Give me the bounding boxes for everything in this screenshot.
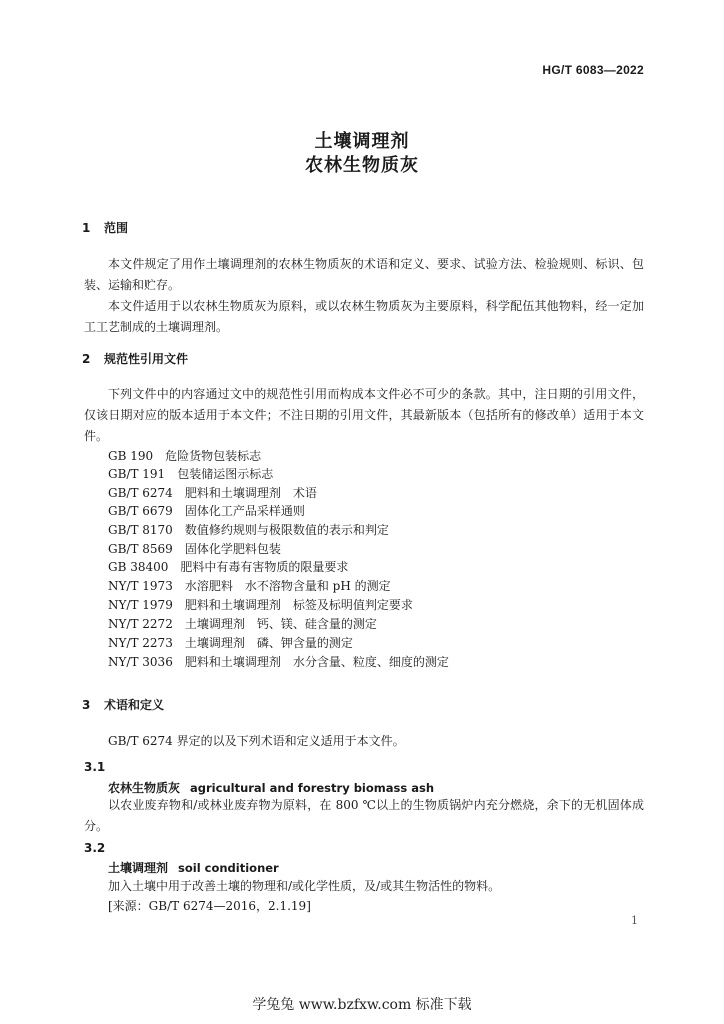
reference-item bbox=[108, 634, 353, 652]
reference-code: NY/T 2273 bbox=[108, 636, 173, 650]
footer-watermark: 学兔兔 www.bzfxw.com 标准下载 bbox=[252, 997, 472, 1013]
term-definition: 加入土壤中用于改善土壤的物理和/或化学性质，及/或其生物活性的物料。 bbox=[108, 879, 501, 893]
page-number: 1 bbox=[631, 914, 638, 927]
reference-item bbox=[108, 596, 413, 614]
reference-code: GB 190 bbox=[108, 449, 154, 463]
reference-title: 包装储运图示标志 bbox=[177, 467, 274, 481]
reference-code: NY/T 2272 bbox=[108, 617, 173, 631]
reference-item bbox=[108, 484, 317, 502]
reference-item bbox=[108, 615, 377, 633]
reference-title: 数值修约规则与极限数值的表示和判定 bbox=[184, 523, 389, 537]
reference-title: 肥料和土壤调理剂 术语 bbox=[184, 486, 317, 500]
reference-item bbox=[108, 447, 261, 465]
term-number: 3.1 bbox=[84, 760, 106, 774]
standard-number: HG/T 6083—2022 bbox=[542, 63, 644, 77]
reference-title: 固体化学肥料包装 bbox=[184, 542, 281, 556]
reference-code: GB/T 191 bbox=[108, 467, 166, 481]
section-number: 1 bbox=[82, 221, 91, 235]
section-3-intro: GB/T 6274 界定的以及下列术语和定义适用于本文件。 bbox=[108, 734, 405, 748]
section-1-paragraph-1: 本文件规定了用作土壤调理剂的农林生物质灰的术语和定义、要求、试验方法、检验规则、标识、包装、运输和贮存。 bbox=[84, 257, 644, 292]
term-chinese: 农林生物质灰 bbox=[108, 781, 181, 795]
reference-code: NY/T 1973 bbox=[108, 579, 173, 593]
reference-title: 水溶肥料 水不溶物含量和 pH 的测定 bbox=[184, 579, 391, 593]
reference-title: 固体化工产品采样通则 bbox=[184, 504, 305, 518]
reference-code: NY/T 1979 bbox=[108, 598, 173, 612]
section-title: 范围 bbox=[104, 221, 129, 235]
reference-code: NY/T 3036 bbox=[108, 655, 173, 669]
term-definition: 以农业废弃物和/或林业废弃物为原料，在 800 ℃以上的生物质锅炉内充分燃烧，余下的无机固体成分。 bbox=[84, 798, 644, 833]
section-title: 术语和定义 bbox=[104, 698, 165, 712]
term-english: agricultural and forestry biomass ash bbox=[190, 781, 435, 795]
reference-item bbox=[108, 540, 281, 558]
term-heading bbox=[108, 779, 434, 796]
section-2-intro: 下列文件中的内容通过文中的规范性引用而构成本文件必不可少的条款。其中，注日期的引用文件，仅该日期对应的版本适用于本文件；不注日期的引用文件，其最新版本（包括所有的修改单）适用于本文件。 bbox=[84, 387, 644, 443]
section-title: 规范性引用文件 bbox=[104, 352, 189, 366]
reference-code: GB/T 8569 bbox=[108, 542, 173, 556]
reference-item bbox=[108, 653, 449, 671]
reference-item bbox=[108, 521, 389, 539]
term-source: [来源：GB/T 6274—2016，2.1.19] bbox=[108, 899, 311, 913]
reference-title: 危险货物包装标志 bbox=[165, 449, 262, 463]
section-3-heading bbox=[82, 696, 164, 713]
reference-item bbox=[108, 558, 348, 576]
term-number: 3.2 bbox=[84, 841, 106, 855]
reference-title: 肥料和土壤调理剂 水分含量、粒度、细度的测定 bbox=[184, 655, 449, 669]
document-title-line2: 农林生物质灰 bbox=[305, 155, 419, 176]
section-number: 2 bbox=[82, 352, 91, 366]
term-english: soil conditioner bbox=[178, 861, 279, 875]
reference-title: 土壤调理剂 钙、镁、硅含量的测定 bbox=[184, 617, 377, 631]
section-number: 3 bbox=[82, 698, 91, 712]
reference-code: GB/T 6274 bbox=[108, 486, 173, 500]
reference-item bbox=[108, 502, 305, 520]
section-1-paragraph-2: 本文件适用于以农林生物质灰为原料，或以农林生物质灰为主要原料，科学配伍其他物料，经一定加工工艺制成的土壤调理剂。 bbox=[84, 299, 644, 334]
reference-item bbox=[108, 465, 273, 483]
section-2-heading bbox=[82, 350, 188, 367]
section-1-heading bbox=[82, 219, 128, 236]
reference-item bbox=[108, 577, 391, 595]
reference-title: 肥料中有毒有害物质的限量要求 bbox=[180, 560, 349, 574]
reference-code: GB/T 6679 bbox=[108, 504, 173, 518]
reference-code: GB 38400 bbox=[108, 560, 169, 574]
reference-code: GB/T 8170 bbox=[108, 523, 173, 537]
document-title-line1: 土壤调理剂 bbox=[314, 131, 410, 152]
term-chinese: 土壤调理剂 bbox=[108, 861, 169, 875]
reference-title: 土壤调理剂 磷、钾含量的测定 bbox=[184, 636, 353, 650]
term-heading bbox=[108, 859, 279, 876]
reference-title: 肥料和土壤调理剂 标签及标明值判定要求 bbox=[184, 598, 413, 612]
